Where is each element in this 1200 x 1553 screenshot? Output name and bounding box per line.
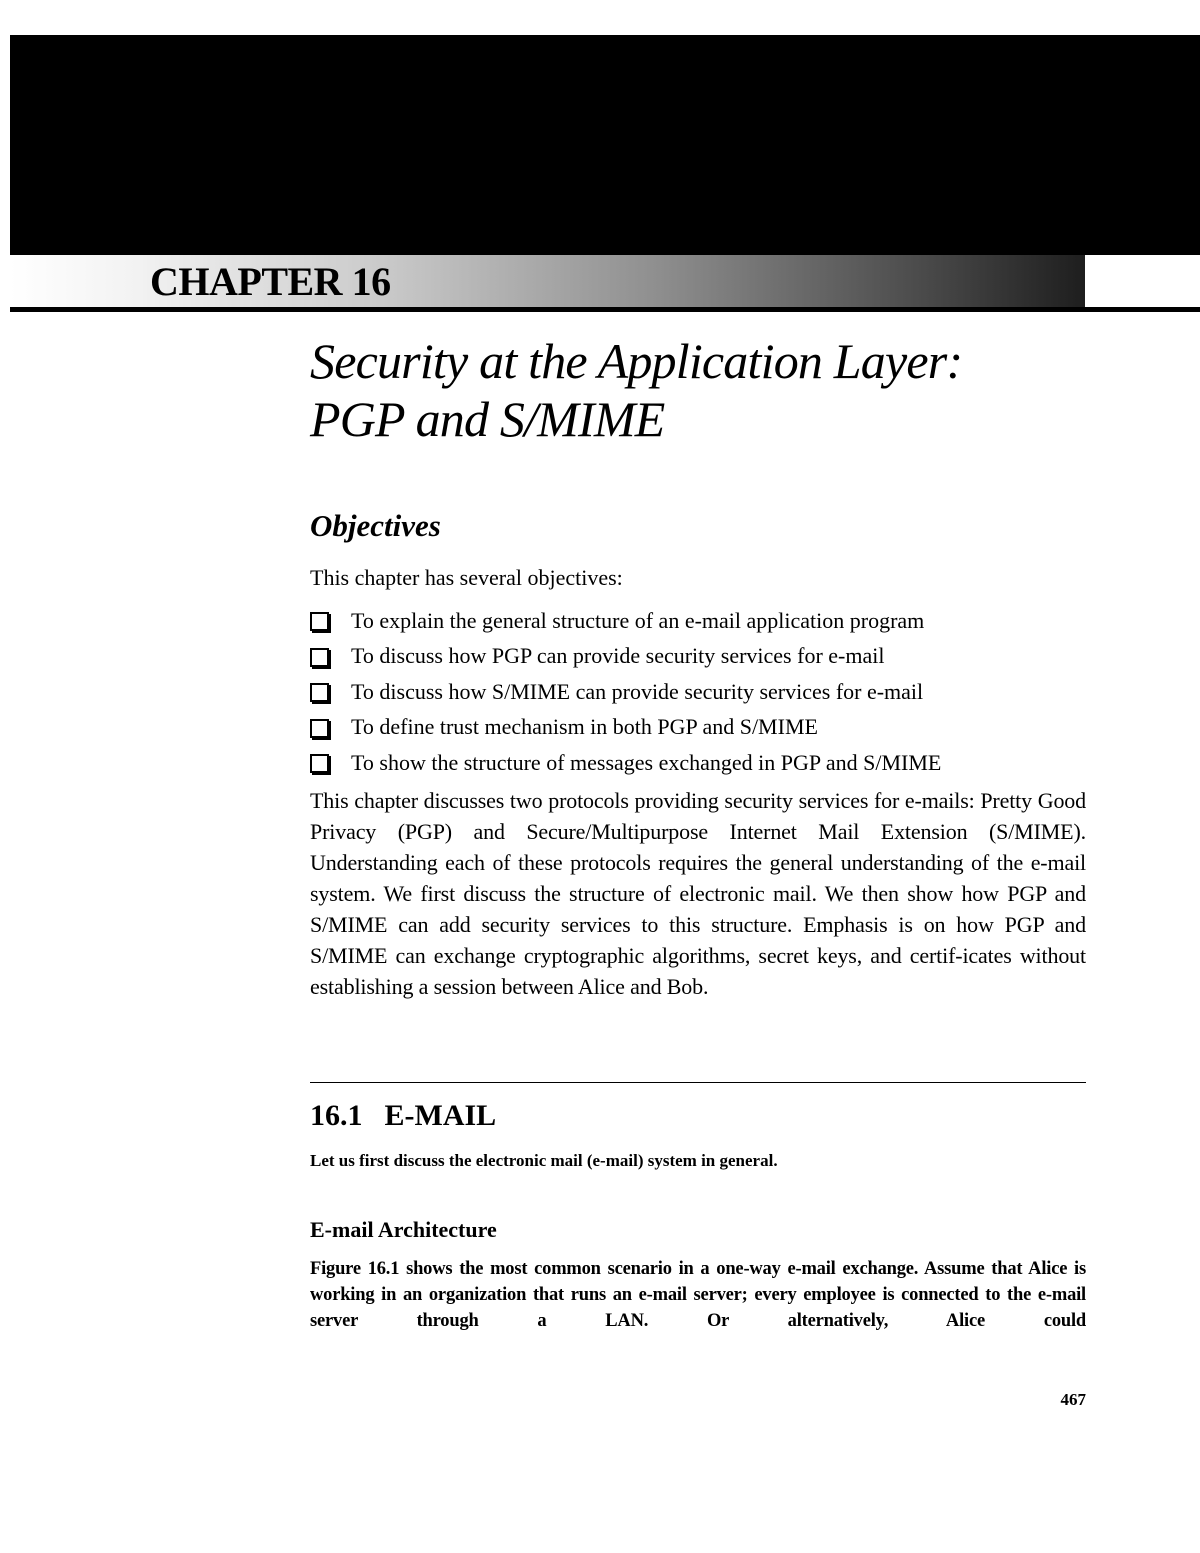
objective-text: To explain the general structure of an e-mail application program [351,607,925,633]
checkbox-bullet-icon [310,719,329,738]
section-heading [310,1096,496,1136]
objectives-list [310,603,1100,781]
chapter-rule [10,307,1200,312]
objectives-intro: This chapter has several objectives: [310,565,623,590]
objective-item [310,710,1100,746]
objectives-heading: Objectives [310,508,441,543]
objective-text: To discuss how S/MIME can provide security services for e-mail [351,678,924,704]
checkbox-bullet-icon [310,612,329,631]
section-title: E-MAIL [384,1099,497,1132]
chapter-title-line-1: Security at the Application Layer: [310,333,963,389]
chapter-title [310,332,1090,448]
checkbox-bullet-icon [310,754,329,773]
objective-item [310,639,1100,675]
chapter-label: CHAPTER 16 [150,259,391,304]
objective-item [310,674,1100,710]
page-number: 467 [1060,1390,1086,1409]
checkbox-bullet-icon [310,648,329,667]
objective-item [310,745,1100,781]
objective-item [310,603,1100,639]
section-number: 16.1 [310,1099,363,1132]
subsection-body: Figure 16.1 shows the most common scenario in a one-way e-mail exchange. Assume that Alice is working in an organization that runs an e-mail server; every employee is connected to the e-mail server through a LAN. Or alternatively, Alice could [310,1259,1086,1331]
chapter-header-black-band [10,35,1200,255]
chapter-title-line-2: PGP and S/MIME [310,391,665,447]
section-divider [310,1082,1086,1083]
subsection-heading: E-mail Architecture [310,1217,497,1242]
objective-text: To discuss how PGP can provide security services for e-mail [351,643,885,669]
objective-text: To show the structure of messages exchanged in PGP and S/MIME [351,749,942,775]
section-lead: Let us first discuss the electronic mail (e-mail) system in general. [310,1151,778,1170]
objective-text: To define trust mechanism in both PGP and S/MIME [351,714,818,740]
checkbox-bullet-icon [310,683,329,702]
objectives-summary: This chapter discusses two protocols providing security services for e-mails: Pretty Good Privacy (PGP) and Secure/Multipurpose Internet Mail Extension (S/MIME). Understanding each of these protocols requires the general understanding of the e-mail system. We first discuss the structure of electronic mail. We then show how PGP and S/MIME can add security services to this structure. Emphasis is on how PGP and S/MIME can exchange cryptographic algorithms, secret keys, and certif-icates without establishing a session between Alice and Bob. [310,788,1086,999]
